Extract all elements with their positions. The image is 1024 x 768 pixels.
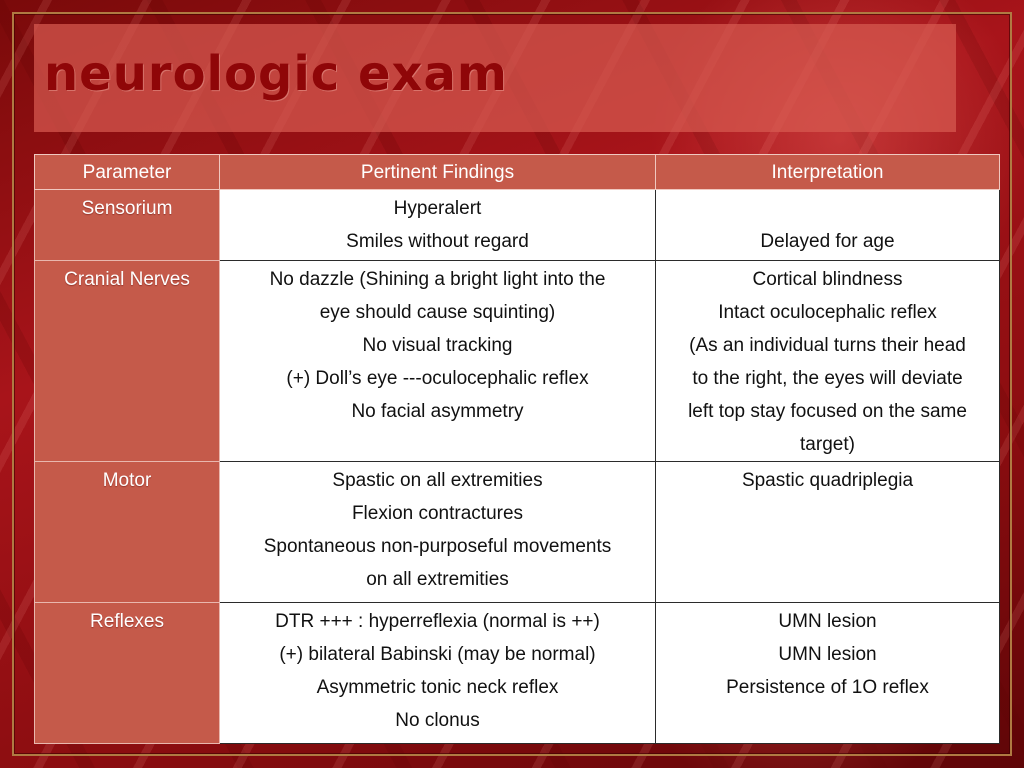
table-row-sensorium	[35, 190, 1000, 261]
interpretation-cell	[656, 603, 1000, 744]
finding-line: eye should cause squinting)	[319, 302, 556, 323]
interpretation-line: UMN lesion	[778, 611, 877, 632]
header-parameter: Parameter	[35, 155, 220, 190]
finding-line: Spastic on all extremities	[332, 470, 543, 491]
table-row-reflexes	[35, 603, 1000, 744]
interpretation-line: to the right, the eyes will deviate	[692, 368, 963, 389]
finding-line: No clonus	[395, 710, 480, 731]
finding-line: on all extremities	[366, 569, 509, 590]
slide-title: neurologic exam	[44, 46, 508, 102]
findings-cell	[220, 190, 656, 261]
finding-line: (+) bilateral Babinski (may be normal)	[279, 644, 596, 665]
finding-line: DTR +++ : hyperreflexia (normal is ++)	[275, 611, 600, 632]
finding-line: No facial asymmetry	[351, 401, 524, 422]
interpretation-line: left top stay focused on the same	[688, 401, 967, 422]
header-interpretation: Interpretation	[656, 155, 1000, 190]
parameter-cell: Reflexes	[35, 603, 220, 744]
interpretation-line: UMN lesion	[778, 644, 877, 665]
findings-cell	[220, 462, 656, 603]
interpretation-cell	[656, 190, 1000, 261]
finding-line: No dazzle (Shining a bright light into the	[269, 269, 606, 290]
blank-line	[662, 192, 993, 225]
table-row-motor	[35, 462, 1000, 603]
finding-line: Smiles without regard	[346, 231, 529, 252]
header-pertinent-findings: Pertinent Findings	[220, 155, 656, 190]
findings-cell	[220, 603, 656, 744]
finding-line: No visual tracking	[362, 335, 513, 356]
parameter-cell: Cranial Nerves	[35, 261, 220, 462]
parameter-cell: Motor	[35, 462, 220, 603]
interpretation-line: Cortical blindness	[752, 269, 903, 290]
interpretation-line: target)	[800, 434, 855, 455]
table-header-row	[35, 155, 1000, 190]
interpretation-line: Persistence of 1O reflex	[726, 677, 929, 698]
interpretation-line: Spastic quadriplegia	[741, 470, 914, 491]
finding-line: Asymmetric tonic neck reflex	[316, 677, 559, 698]
interpretation-line: Intact oculocephalic reflex	[718, 302, 937, 323]
interpretation-cell	[656, 261, 1000, 462]
finding-line: Spontaneous non-purposeful movements	[263, 536, 612, 557]
interpretation-cell	[656, 462, 1000, 603]
parameter-cell: Sensorium	[35, 190, 220, 261]
finding-line: Flexion contractures	[351, 503, 524, 524]
finding-line: (+) Doll’s eye ---oculocephalic reflex	[286, 368, 589, 389]
neurologic-exam-table	[34, 154, 1000, 744]
interpretation-line: (As an individual turns their head	[689, 335, 966, 356]
interpretation-line: Delayed for age	[760, 231, 895, 252]
finding-line: Hyperalert	[393, 198, 482, 219]
findings-cell	[220, 261, 656, 462]
table-row-cranial-nerves	[35, 261, 1000, 462]
